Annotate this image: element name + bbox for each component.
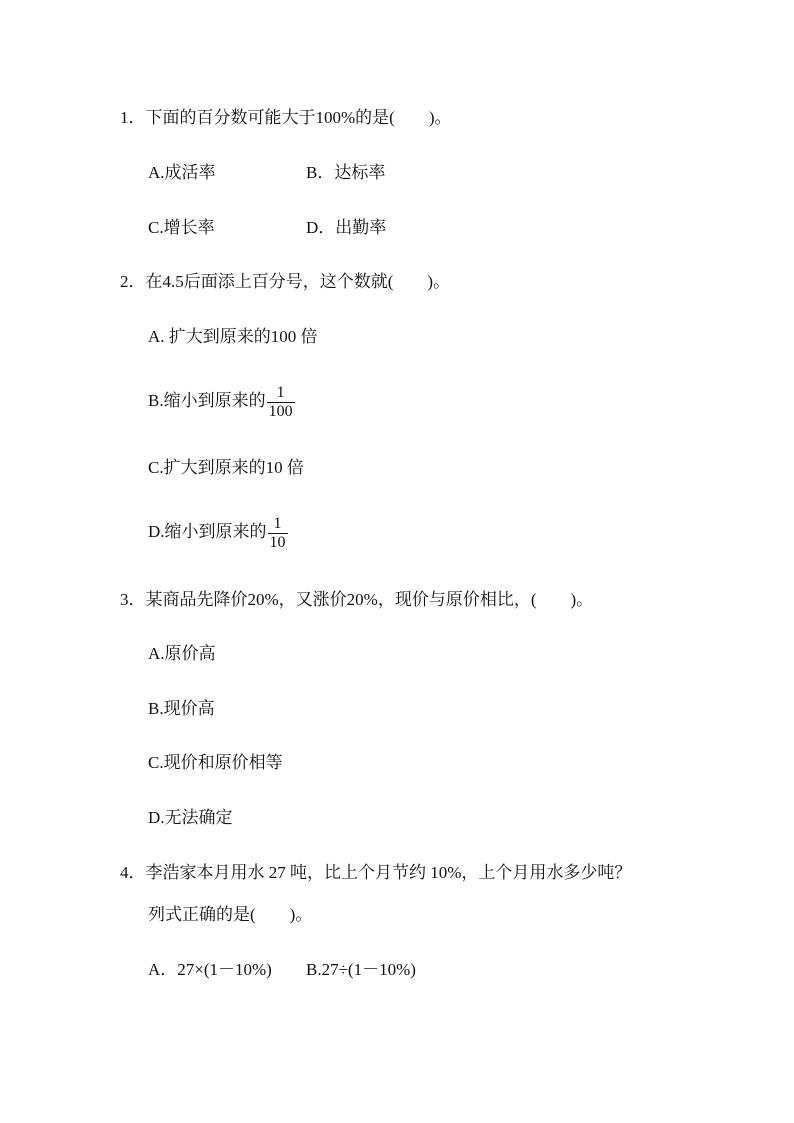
fraction-numerator: 1 bbox=[273, 514, 282, 532]
question-2-option-a: A. 扩大到原来的100 倍 bbox=[148, 327, 318, 346]
question-2-stem: 2．在4.5后面添上百分号，这个数就( )。 bbox=[120, 272, 451, 291]
question-1-option-d: D．出勤率 bbox=[306, 218, 387, 237]
question-4-option-a: A．27×(1－10%) bbox=[148, 960, 272, 979]
question-1-option-c: C.增长率 bbox=[148, 218, 215, 237]
question-2-option-c: C.扩大到原来的10 倍 bbox=[148, 458, 304, 477]
question-3-option-a: A.原价高 bbox=[148, 644, 216, 663]
fraction-denominator: 100 bbox=[268, 402, 293, 420]
question-4-stem-line-2: 列式正确的是( )。 bbox=[148, 905, 313, 924]
fraction-1-100 bbox=[267, 384, 295, 421]
question-2-option-d bbox=[148, 512, 288, 552]
question-3-option-b: B.现价高 bbox=[148, 699, 215, 718]
question-2-option-d-text: D.缩小到原来的 bbox=[148, 522, 267, 541]
question-1-stem: 1．下面的百分数可能大于100%的是( )。 bbox=[120, 108, 452, 127]
fraction-denominator: 10 bbox=[269, 533, 286, 551]
question-1-option-b: B．达标率 bbox=[306, 163, 386, 182]
question-3-option-d: D.无法确定 bbox=[148, 808, 233, 827]
question-4-option-b: B.27÷(1－10%) bbox=[306, 960, 416, 979]
question-2-option-b-text: B.缩小到原来的 bbox=[148, 391, 266, 410]
question-3-stem: 3．某商品先降价20%，又涨价20%，现价与原价相比，( )。 bbox=[120, 590, 594, 609]
fraction-1-10 bbox=[268, 515, 288, 552]
question-4-stem-line-1: 4．李浩家本月用水 27 吨，比上个月节约 10%，上个月用水多少吨？ bbox=[120, 863, 632, 882]
question-2-option-b bbox=[148, 381, 295, 421]
question-3-option-c: C.现价和原价相等 bbox=[148, 753, 283, 772]
fraction-numerator: 1 bbox=[276, 383, 285, 401]
question-1-option-a: A.成活率 bbox=[148, 163, 216, 182]
